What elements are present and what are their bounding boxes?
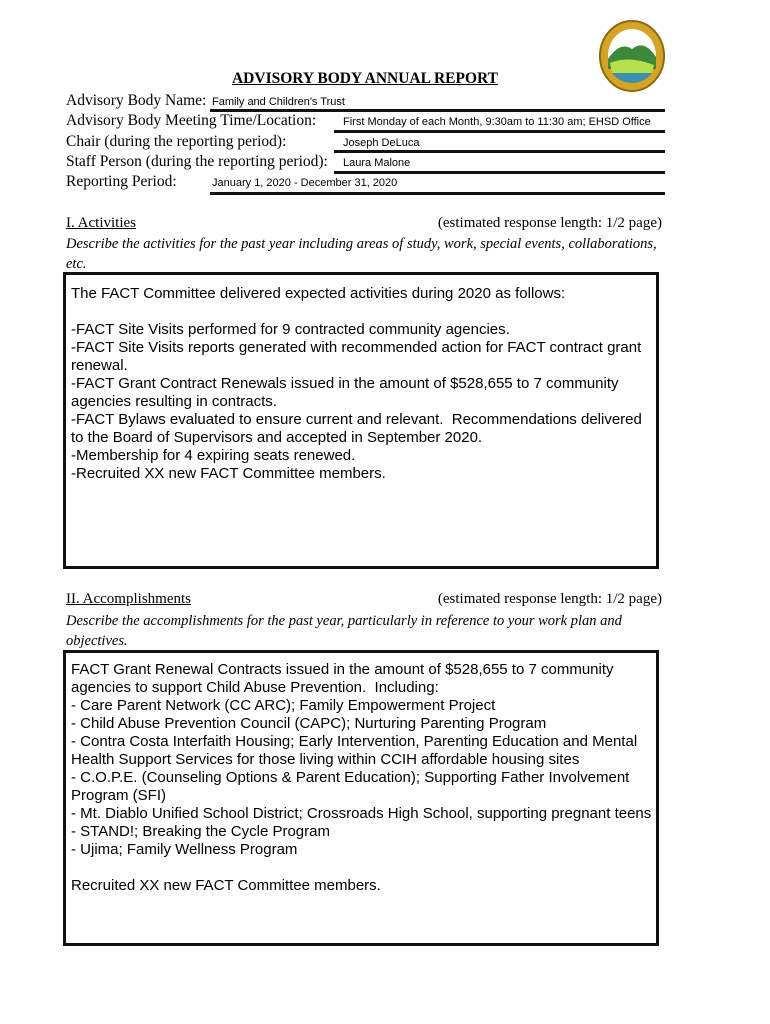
accomplishments-description: Describe the accomplishments for the past year, particularly in reference to your work plan and objectives. xyxy=(66,613,622,649)
chair-field[interactable]: Joseph DeLuca xyxy=(343,137,420,149)
activities-description: Describe the activities for the past year including areas of study, work, special events, collaborations, etc. xyxy=(66,236,657,272)
advisory-body-name-field[interactable]: Family and Children's Trust xyxy=(212,96,345,108)
field-underline xyxy=(334,150,665,153)
chair-label: Chair (during the reporting period): xyxy=(66,133,287,150)
staff-label: Staff Person (during the reporting period): xyxy=(66,153,328,170)
accomplishments-lead: FACT Grant Renewal Contracts issued in the amount of $528,655 to 7 community agencies to support Child Abuse Prevention. Including: - Care Parent Network (CC ARC); Family Empowerment Project - Child Abuse Prevention Council (CAPC); Nurturing Parenting Program - Contra Costa Interfaith Housing; Early Intervention, Parenting Education and Mental Health Support Services for those living within CCIH affordable housing sites - C.O.P.E. (Counseling Options & Parent Education); Supporting Father Involvement Program (SFI) - Mt. Diablo Unified School District; Crossroads High School, supporting pregnant teens - STAND!; Breaking the Cycle Program - Ujima; Family Wellness Program xyxy=(71,661,652,858)
activities-heading: I. Activities xyxy=(66,215,136,231)
advisory-body-name-label: Advisory Body Name: xyxy=(66,92,207,109)
accomplishments-estimate: (estimated response length: 1/2 page) xyxy=(437,591,662,607)
report-title: ADVISORY BODY ANNUAL REPORT xyxy=(231,70,499,87)
reporting-period-label: Reporting Period: xyxy=(66,173,177,190)
activities-estimate: (estimated response length: 1/2 page) xyxy=(437,215,662,231)
activities-lead: The FACT Committee delivered expected activities during 2020 as follows: xyxy=(71,285,566,302)
meeting-field[interactable]: First Monday of each Month, 9:30am to 11:30 am; EHSD Office xyxy=(343,116,651,128)
accomplishments-response-box[interactable] xyxy=(63,650,659,946)
field-underline xyxy=(210,192,665,195)
accomplishments-body: Recruited XX new FACT Committee members. xyxy=(71,877,381,894)
field-underline xyxy=(334,130,665,133)
activities-response-box[interactable] xyxy=(63,272,659,569)
staff-field[interactable]: Laura Malone xyxy=(343,157,411,169)
activities-body: -FACT Site Visits performed for 9 contracted community agencies. -FACT Site Visits reports generated with recommended action for FACT contract grant renewal. -FACT Grant Contract Renewals issued in the amount of $528,655 to 7 community agencies resulting in contracts. -FACT Bylaws evaluated to ensure current and relevant. Recommendations delivered to the Board of Supervisors and accepted in September 2020. -Membership for 4 expiring seats renewed. -Recruited XX new FACT Committee members. xyxy=(71,321,642,482)
field-underline xyxy=(334,171,665,174)
meeting-label: Advisory Body Meeting Time/Location: xyxy=(66,112,317,129)
reporting-period-field[interactable]: January 1, 2020 - December 31, 2020 xyxy=(212,177,398,189)
accomplishments-heading: II. Accomplishments xyxy=(66,591,191,607)
